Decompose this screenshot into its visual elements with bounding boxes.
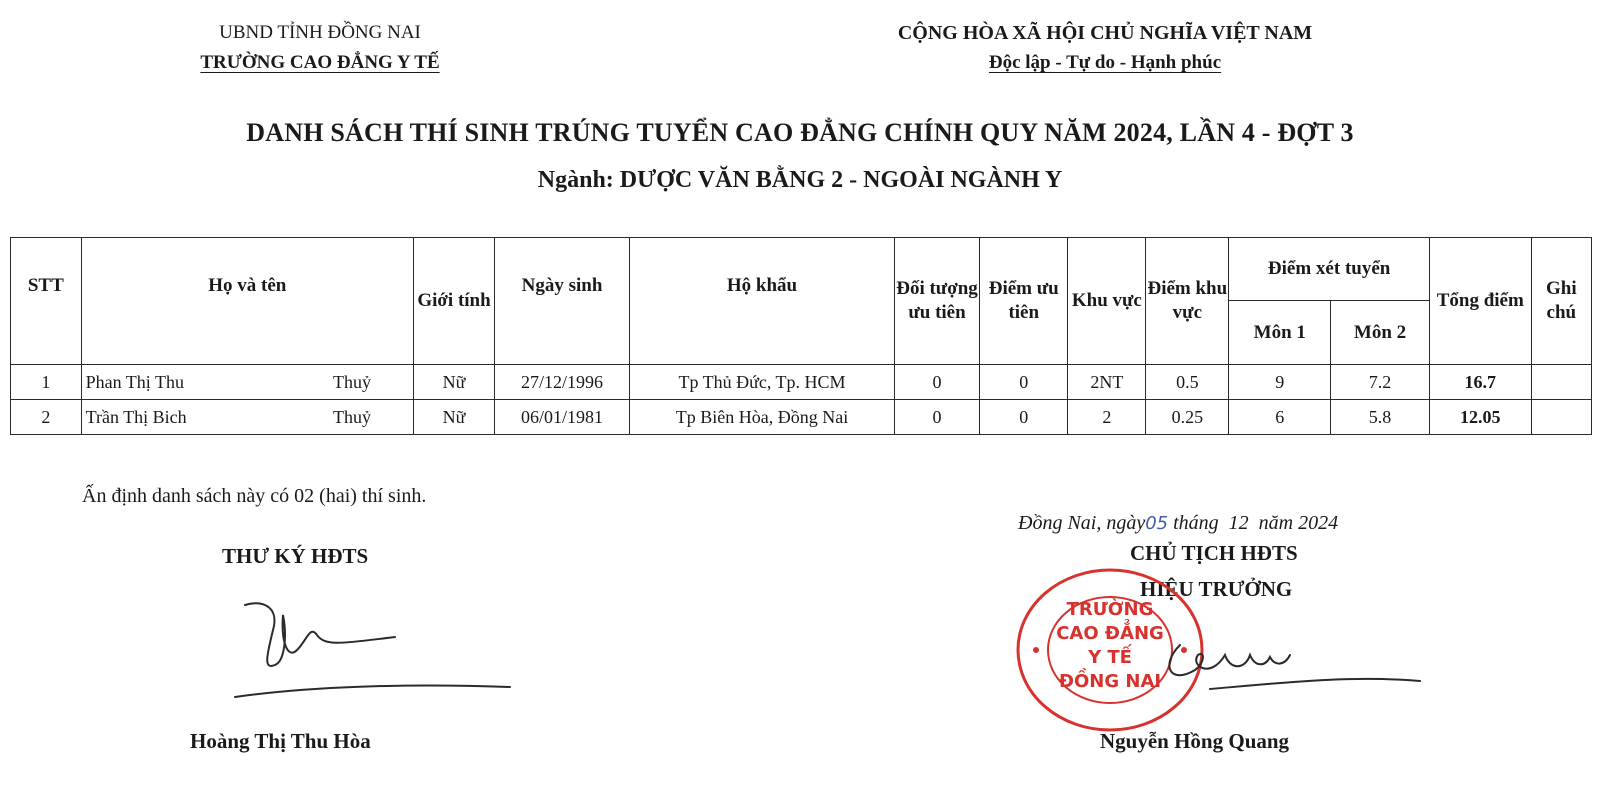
secretary-name: Hoàng Thị Thu Hòa [190, 729, 371, 753]
cell-region-points: 0.25 [1146, 400, 1229, 435]
cell-region-points: 0.5 [1146, 365, 1229, 400]
header-total: Tổng điểm [1429, 238, 1531, 365]
cell-name [81, 365, 413, 400]
admission-table [10, 237, 1592, 435]
table-row [11, 400, 1592, 435]
name-last: Thuỷ [333, 371, 372, 392]
cell-priority-points: 0 [980, 365, 1068, 400]
seal-line-2: CAO ĐẲNG [1056, 623, 1164, 644]
cell-subject-1: 6 [1229, 400, 1331, 435]
authority-line: UBND TỈNH ĐỒNG NAI [219, 22, 421, 43]
header-dob: Ngày sinh [495, 238, 630, 365]
header-notes: Ghi chú [1531, 238, 1591, 365]
cell-dob: 27/12/1996 [495, 365, 630, 400]
date-day: 05 [1145, 513, 1169, 534]
name-given: Trần Thị Bich [85, 406, 187, 427]
header-gender: Giới tính [414, 238, 495, 365]
date-prefix: Đồng Nai, ngày [1018, 512, 1146, 534]
header-priority-group: Đối tượng ưu tiên [894, 238, 979, 365]
cell-priority-points: 0 [980, 400, 1068, 435]
header-priority-points: Điểm ưu tiên [980, 238, 1068, 365]
cell-gender: Nữ [414, 400, 495, 435]
cell-total: 12.05 [1429, 400, 1531, 435]
cell-stt: 2 [11, 400, 82, 435]
cell-stt: 1 [11, 365, 82, 400]
school-name-text: TRƯỜNG CAO ĐẲNG Y TẾ [200, 52, 440, 73]
header-name: Họ và tên [81, 238, 413, 365]
issuing-authority [130, 18, 510, 78]
seal-line-3: Y TẾ [1088, 647, 1132, 668]
cell-residence: Tp Thủ Đức, Tp. HCM [630, 365, 895, 400]
cell-notes [1531, 400, 1591, 435]
cell-priority-group: 0 [894, 400, 979, 435]
school-name [130, 48, 510, 78]
cell-subject-1: 9 [1229, 365, 1331, 400]
document-title: DANH SÁCH THÍ SINH TRÚNG TUYỂN CAO ĐẲNG CHÍNH QUY NĂM 2024, LẦN 4 - ĐỢT 3 [246, 118, 1354, 147]
secretary-title: THƯ KÝ HĐTS [222, 544, 369, 568]
principal-title: HIỆU TRƯỞNG [1140, 577, 1293, 601]
name-given: Phan Thị Thu [85, 371, 184, 392]
national-motto [820, 18, 1390, 78]
header-region: Khu vực [1068, 238, 1146, 365]
chair-name: Nguyễn Hồng Quang [1100, 729, 1290, 753]
motto-text: Độc lập - Tự do - Hạnh phúc [988, 52, 1222, 73]
date-line [1018, 512, 1338, 535]
chair-signature [1150, 625, 1430, 705]
document-subtitle: Ngành: DƯỢC VĂN BẰNG 2 - NGOÀI NGÀNH Y [537, 167, 1063, 193]
cell-dob: 06/01/1981 [495, 400, 630, 435]
cell-residence: Tp Biên Hòa, Đồng Nai [630, 400, 895, 435]
seal-line-1: TRƯỜNG [1066, 599, 1154, 620]
header-subject-1: Môn 1 [1229, 301, 1331, 365]
cell-total: 16.7 [1429, 365, 1531, 400]
header-residence: Hộ khẩu [630, 238, 895, 365]
cell-subject-2: 7.2 [1331, 365, 1430, 400]
chair-title: CHỦ TỊCH HĐTS [1130, 541, 1298, 565]
header-admission-scores: Điểm xét tuyển [1229, 238, 1429, 301]
cell-name [81, 400, 413, 435]
secretary-signature [225, 595, 525, 715]
cell-notes [1531, 365, 1591, 400]
header-region-points: Điểm khu vực [1146, 238, 1229, 365]
cell-region: 2NT [1068, 365, 1146, 400]
motto [820, 48, 1390, 78]
name-last: Thuỷ [333, 406, 372, 427]
header-stt: STT [11, 238, 82, 365]
cell-gender: Nữ [414, 365, 495, 400]
seal-line-4: ĐỒNG NAI [1058, 671, 1162, 692]
cell-priority-group: 0 [894, 365, 979, 400]
cell-subject-2: 5.8 [1331, 400, 1430, 435]
cell-region: 2 [1068, 400, 1146, 435]
table-row [11, 365, 1592, 400]
list-note: Ấn định danh sách này có 02 (hai) thí sinh. [82, 485, 427, 507]
country-name: CỘNG HÒA XÃ HỘI CHỦ NGHĨA VIỆT NAM [897, 22, 1313, 44]
date-suffix: tháng 12 năm 2024 [1173, 512, 1339, 534]
header-subject-2: Môn 2 [1331, 301, 1430, 365]
